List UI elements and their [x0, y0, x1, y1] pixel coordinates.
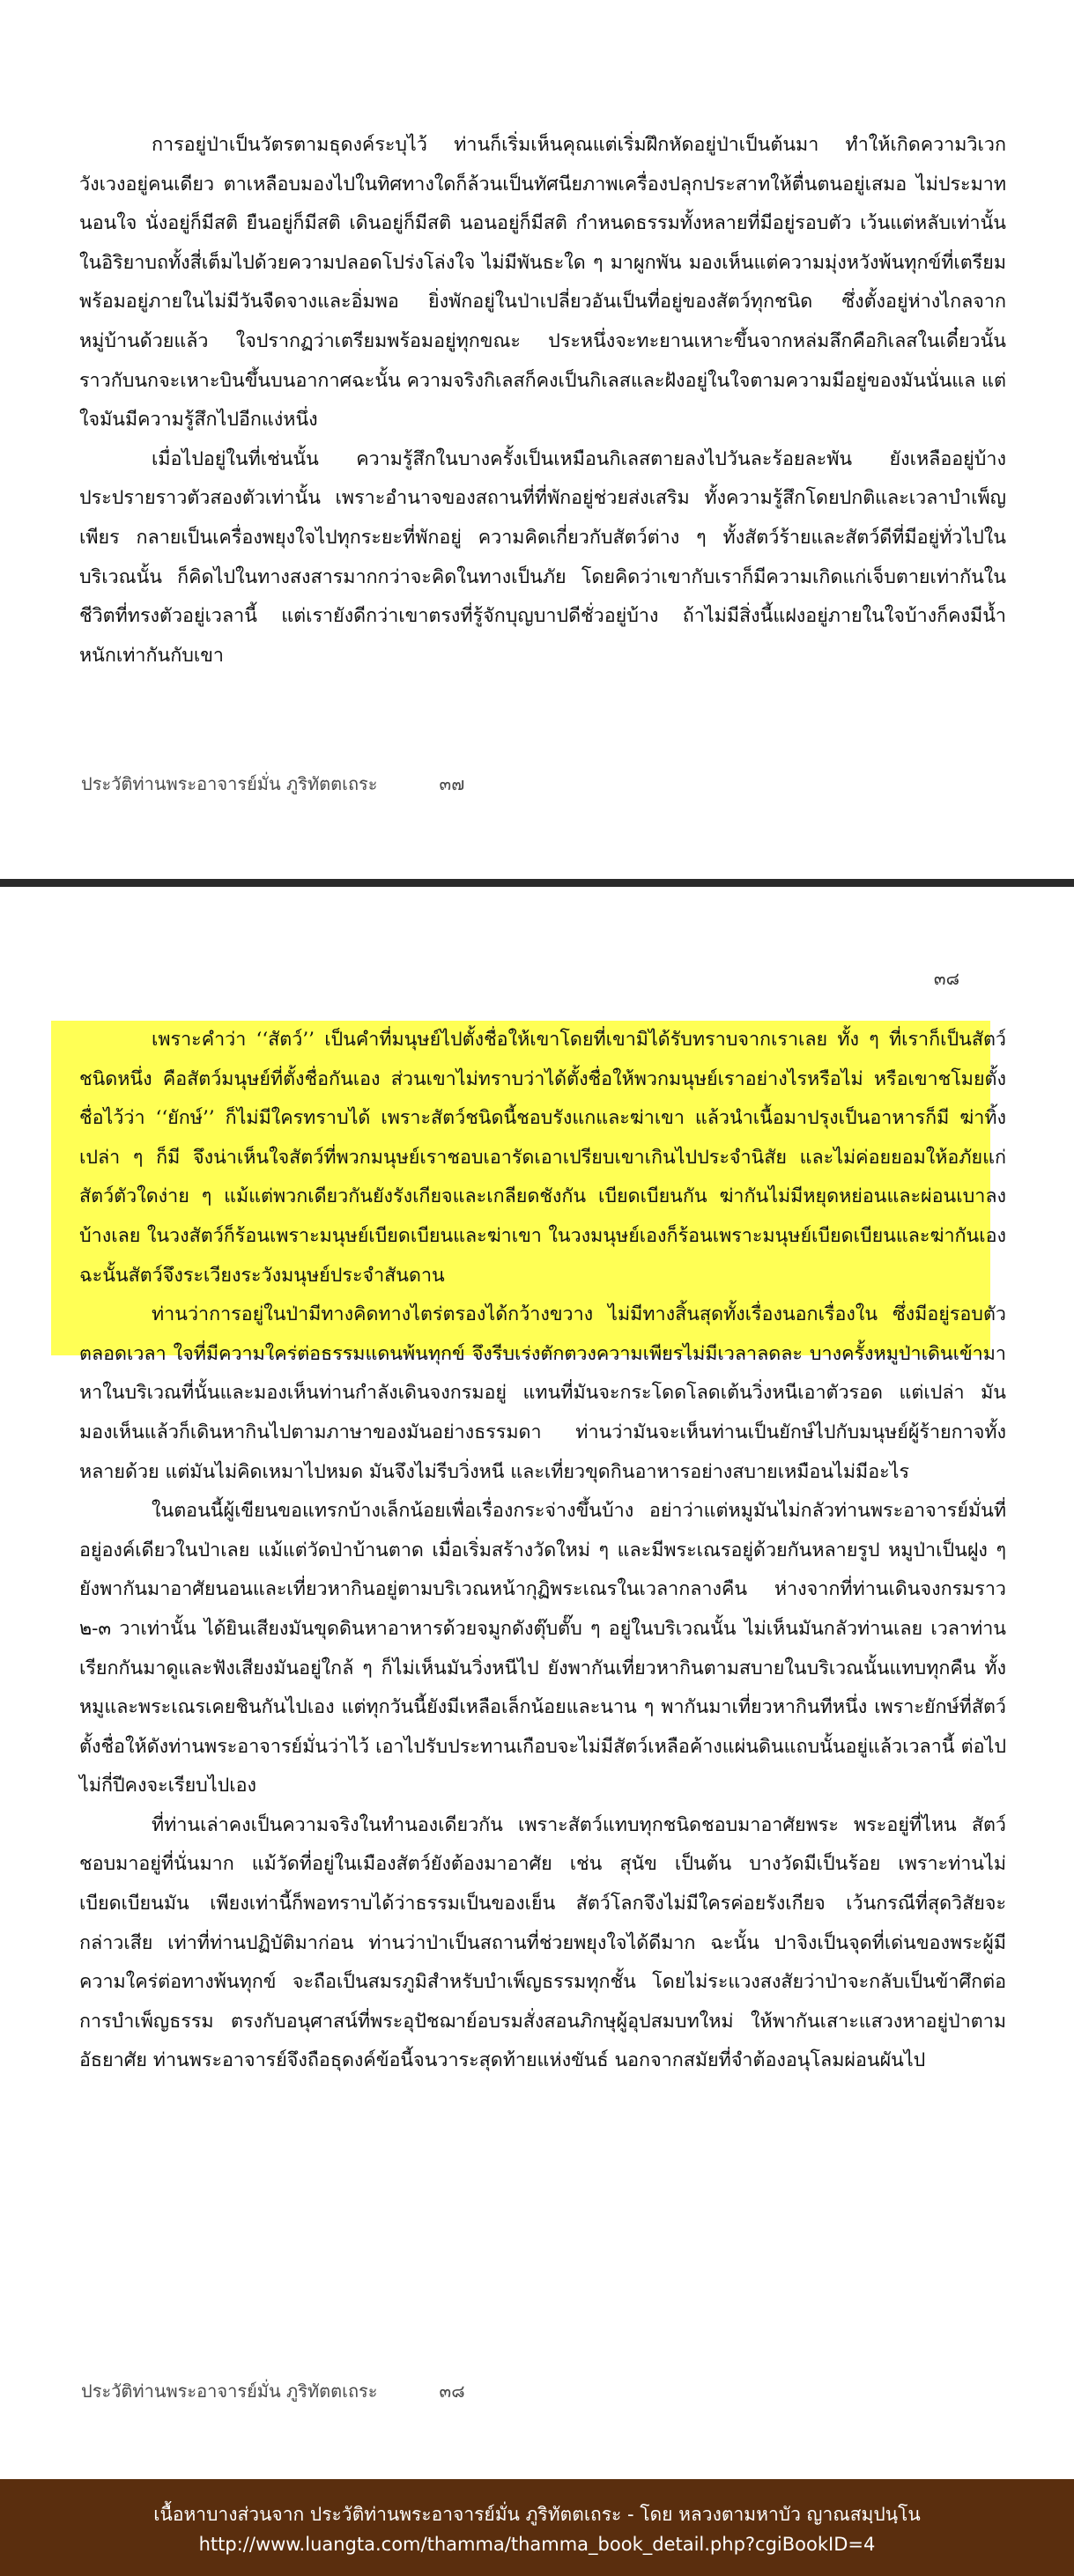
- page-footer: [81, 2377, 465, 2405]
- footer-book-title: ประวัติท่านพระอาจารย์มั่น ภูริทัตตเถระ: [81, 2380, 378, 2402]
- book-page-37: [0, 0, 1074, 881]
- paragraph: เมื่อไปอยู่ในที่เช่นนั้น ความรู้สึกในบางครั้งเป็นเหมือนกิเลสตายลงไปวันละร้อยละพัน ยังเหลืออยู่บ้างประปรายราวตัวสองตัวเท่านั้น เพราะอำนาจของสถานที่ที่พักอยู่ช่วยส่งเสริม ทั้งความรู้สึกโดยปกติและเวลาบำเพ็ญเพียร กลายเป็นเครื่องพยุงใจไปทุกระยะที่พักอยู่ ความคิดเกี่ยวกับสัตว์ต่าง ๆ ทั้งสัตว์ร้ายและสัตว์ดีที่มีอยู่ทั่วไปในบริเวณนั้น ก็คิดไปในทางสงสารมากกว่าจะคิดในทางเป็นภัย โดยคิดว่าเขากับเราก็มีความเกิดแก่เจ็บตายเท่ากันในชีวิตที่ทรงตัวอยู่เวลานี้ แต่เรายังดีกว่าเขาตรงที่รู้จักบุญบาปดีชั่วอยู่บ้าง ถ้าไม่มีสิ่งนี้แฝงอยู่ภายในใจบ้างก็คงมีน้ำหนักเท่ากันกับเขา: [79, 447, 1006, 667]
- highlighted-paragraph: เพราะคำว่า ‘‘สัตว์’’ เป็นคำที่มนุษย์ไปตั้งชื่อให้เขาโดยที่เขามิได้รับทราบจากเราเลย ทั้ง ๆ ที่เราก็เป็นสัตว์ชนิดหนึ่ง คือสัตว์มนุษย์ที่ตั้งชื่อกันเอง ส่วนเขาไม่ทราบว่าได้ตั้งชื่อให้พวกมนุษย์เราอย่างไรหรือไม่ หรือเขาชโมยตั้งชื่อไว้ว่า ‘‘ยักษ์’’ ก็ไม่มีใครทราบได้ เพราะสัตว์ชนิดนี้ชอบรังแกและฆ่าเขา แล้วนำเนื้อมาปรุงเป็นอาหารก็มี ฆ่าทิ้งเปล่า ๆ ก็มี จึงน่าเห็นใจสัตว์ที่พวกมนุษย์เราชอบเอารัดเอาเปรียบเขาเกินไปประจำนิสัย และไม่ค่อยยอมให้อภัยแก่สัตว์ตัวใดง่าย ๆ แม้แต่พวกเดียวกันยังรังเกียจและเกลียดชังกัน เบียดเบียนกัน ฆ่ากันไม่มีหยุดหย่อนและผ่อนเบาลงบ้างเลย ในวงสัตว์ก็ร้อนเพราะมนุษย์เบียดเบียนและฆ่าเขา ในวงมนุษย์เองก็ร้อนเพราะมนุษย์เบียดเบียนและฆ่ากันเอง ฉะนั้นสัตว์จึงระเวียงระวังมนุษย์ประจำสันดาน: [79, 1029, 1006, 1287]
- paragraph: การอยู่ป่าเป็นวัตรตามธุดงค์ระบุไว้ ท่านก็เริ่มเห็นคุณแต่เริ่มฝึกหัดอยู่ป่าเป็นต้นมา ทำให้เกิดความวิเวกวังเวงอยู่คนเดียว ตาเหลือบมองไปในทิศทางใดก็ล้วนเป็นทัศนียภาพเครื่องปลุกประสาทให้ตื่นตนอยู่เสมอ ไม่ประมาทนอนใจ นั่งอยู่ก็มีสติ ยืนอยู่ก็มีสติ เดินอยู่ก็มีสติ นอนอยู่ก็มีสติ กำหนดธรรมทั้งหลายที่มีอยู่รอบตัว เว้นแต่หลับเท่านั้น ในอิริยาบถทั้งสี่เต็มไปด้วยความปลอดโปร่งโล่งใจ ไม่มีพันธะใด ๆ มาผูกพัน มองเห็นแต่ความมุ่งหวังพ้นทุกข์ที่เตรียมพร้อมอยู่ภายในไม่มีวันจืดจางและอิ่มพอ ยิ่งพักอยู่ในป่าเปลี่ยวอันเป็นที่อยู่ของสัตว์ทุกชนิด ซึ่งตั้งอยู่ห่างไกลจากหมู่บ้านด้วยแล้ว ใจปรากฏว่าเตรียมพร้อมอยู่ทุกขณะ ประหนึ่งจะทะยานเหาะขึ้นจากหล่มลึกคือกิเลสในเดี๋ยวนั้น ราวกับนกจะเหาะบินขึ้นบนอากาศฉะนั้น ความจริงกิเลสก็คงเป็นกิเลสและฝังอยู่ในใจตามความมีอยู่ของมันนั่นแล แต่ใจมันมีความรู้สึกไปอีกแง่หนึ่ง: [79, 134, 1006, 432]
- book-page-38: [0, 889, 1074, 2479]
- header-page-number: ๓๘: [933, 968, 959, 989]
- page-footer: [81, 770, 464, 798]
- page-divider: [0, 879, 1074, 887]
- paragraph: ท่านว่าการอยู่ในป่ามีทางคิดทางไตร่ตรองได้กว้างขวาง ไม่มีทางสิ้นสุดทั้งเรื่องนอกเรื่องใน ซึ่งมีอยู่รอบตัวตลอดเวลา ใจที่มีความใคร่ต่อธรรมแดนพ้นทุกข์ จึงรีบเร่งตักตวงความเพียรไม่มีเวลาลดละ บางครั้งหมูป่าเดินเข้ามาหาในบริเวณที่นั้นและมองเห็นท่านกำลังเดินจงกรมอยู่ แทนที่มันจะกระโดดโลดเต้นวิ่งหนีเอาตัวรอด แต่เปล่า มันมองเห็นแล้วก็เดินหากินไปตามภาษาของมันอย่างธรรมดา ท่านว่ามันจะเห็นท่านเป็นยักษ์ไปกับมนุษย์ผู้ร้ายกาจทั้งหลายด้วย แต่มันไม่คิดเหมาไปหมด มันจึงไม่รีบวิ่งหนี และเที่ยวขุดกินอาหารอย่างสบายเหมือนไม่มีอะไร: [79, 1303, 1006, 1483]
- source-banner: [0, 2479, 1074, 2576]
- page-body-text: [79, 1021, 1006, 2081]
- source-url[interactable]: http://www.luangta.com/thamma/thamma_book_detail.php?cgiBookID=4: [198, 2534, 876, 2555]
- page-body-text: [79, 126, 1006, 675]
- source-credit: เนื้อหาบางส่วนจาก ประวัติท่านพระอาจารย์มั่น ภูริทัตตเถระ - โดย หลวงตามหาบัว ญาณสมฺปนฺโน: [153, 2504, 921, 2525]
- footer-page-number: ๓๗: [439, 773, 465, 794]
- paragraph: ในตอนนี้ผู้เขียนขอแทรกบ้างเล็กน้อยเพื่อเรื่องกระจ่างขึ้นบ้าง อย่าว่าแต่หมูมันไม่กลัวท่านพระอาจารย์มั่นที่อยู่องค์เดียวในป่าเลย แม้แต่วัดป่าบ้านตาด เมื่อเริ่มสร้างวัดใหม่ ๆ และมีพระเณรอยู่ด้วยกันหลายรูป หมูป่าเป็นฝูง ๆ ยังพากันมาอาศัยนอนและเที่ยวหากินอยู่ตามบริเวณหน้ากุฏิพระเณรในเวลากลางคืน ห่างจากที่ท่านเดินจงกรมราว ๒-๓ วาเท่านั้น ได้ยินเสียงมันขุดดินหาอาหารด้วยจมูกดังตุ๊บตั๊บ ๆ อยู่ในบริเวณนั้น ไม่เห็นมันกลัวท่านเลย เวลาท่านเรียกกันมาดูและฟังเสียงมันอยู่ใกล้ ๆ ก็ไม่เห็นมันวิ่งหนีไป ยังพากันเที่ยวหากินตามสบายในบริเวณนั้นแทบทุกคืน ทั้งหมูและพระเณรเคยชินกันไปเอง แต่ทุกวันนี้ยังมีเหลือเล็กน้อยและนาน ๆ พากันมาเที่ยวหากินทีหนึ่ง เพราะยักษ์ที่สัตว์ตั้งชื่อให้ดังท่านพระอาจารย์มั่นว่าไว้ เอาไปรับประทานเกือบจะไม่มีสัตว์เหลือค้างแผ่นดินแถบนั้นอยู่แล้วเวลานี้ ต่อไปไม่กี่ปีคงจะเรียบไปเอง: [79, 1500, 1006, 1797]
- footer-page-number: ๓๘: [439, 2380, 465, 2402]
- footer-book-title: ประวัติท่านพระอาจารย์มั่น ภูริทัตตเถระ: [81, 773, 378, 794]
- paragraph: ที่ท่านเล่าคงเป็นความจริงในทำนองเดียวกัน เพราะสัตว์แทบทุกชนิดชอบมาอาศัยพระ พระอยู่ที่ไหน สัตว์ชอบมาอยู่ที่นั่นมาก แม้วัดที่อยู่ในเมืองสัตว์ยังต้องมาอาศัย เช่น สุนัข เป็นต้น บางวัดมีเป็นร้อย เพราะท่านไม่เบียดเบียนมัน เพียงเท่านี้ก็พอทราบได้ว่าธรรมเป็นของเย็น สัตว์โลกจึงไม่มีใครค่อยรังเกียจ เว้นกรณีที่สุดวิสัยจะกล่าวเสีย เท่าที่ท่านปฏิบัติมาก่อน ท่านว่าป่าเป็นสถานที่ช่วยพยุงใจได้ดีมาก ฉะนั้น ปาจิงเป็นจุดที่เด่นของพระผู้มีความใคร่ต่อทางพ้นทุกข์ จะถือเป็นสมรภูมิสำหรับบำเพ็ญธรรมทุกชั้น โดยไม่ระแวงสงสัยว่าป่าจะกลับเป็นข้าศึกต่อการบำเพ็ญธรรม ตรงกับอนุศาสน์ที่พระอุปัชฌาย์อบรมสั่งสอนภิกษุผู้อุปสมบทใหม่ ให้พากันเสาะแสวงหาอยู่ป่าตามอัธยาศัย ท่านพระอาจารย์จึงถือธุดงค์ข้อนี้จนวาระสุดท้ายแห่งขันธ์ นอกจากสมัยที่จำต้องอนุโลมผ่อนผันไป: [79, 1813, 1006, 2072]
